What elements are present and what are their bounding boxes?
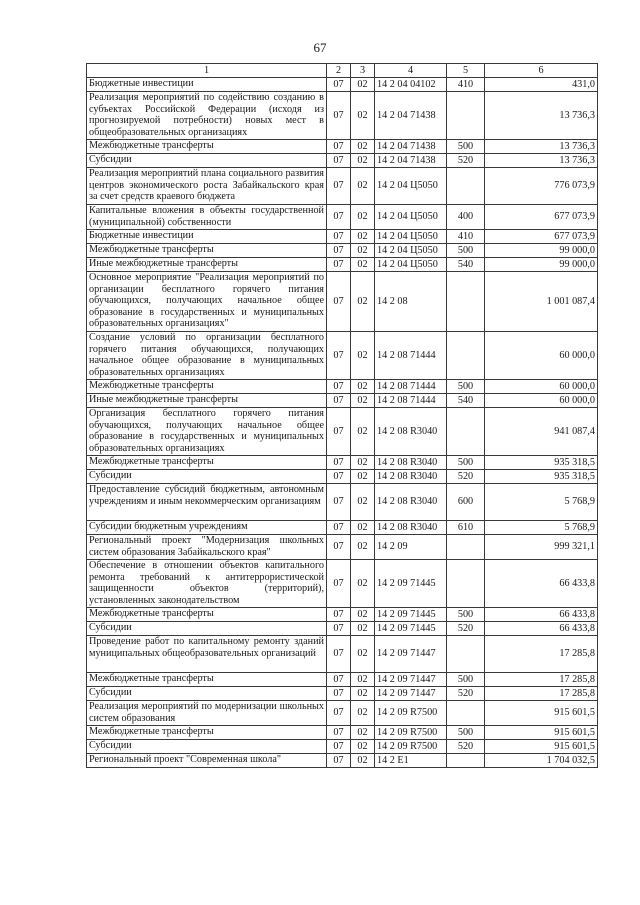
- row-name-cell: Межбюджетные трансферты: [87, 380, 327, 394]
- row-name-cell: Иные межбюджетные трансферты: [87, 258, 327, 272]
- row-amount-cell: 941 087,4: [485, 408, 598, 456]
- row-target-article-cell: 14 2 08 R3040: [375, 484, 447, 521]
- table-row: [87, 168, 598, 205]
- row-subsection-cell: 02: [351, 78, 375, 92]
- row-subsection-cell: 02: [351, 754, 375, 768]
- table-row: [87, 78, 598, 92]
- row-target-article-cell: 14 2 04 71438: [375, 92, 447, 140]
- row-amount-cell: 99 000,0: [485, 258, 598, 272]
- row-expense-type-cell: 540: [447, 394, 485, 408]
- table-row: [87, 332, 598, 380]
- budget-table: [86, 63, 598, 768]
- row-subsection-cell: 02: [351, 560, 375, 608]
- row-target-article-cell: 14 2 08 R3040: [375, 470, 447, 484]
- row-amount-cell: 915 601,5: [485, 701, 598, 726]
- row-subsection-cell: 02: [351, 408, 375, 456]
- row-subsection-cell: 02: [351, 484, 375, 521]
- row-amount-cell: 677 073,9: [485, 230, 598, 244]
- table-row: [87, 394, 598, 408]
- row-expense-type-cell: [447, 535, 485, 560]
- row-expense-type-cell: 500: [447, 673, 485, 687]
- column-header-expense-type: 5: [447, 64, 485, 78]
- column-header-amount: 6: [485, 64, 598, 78]
- row-subsection-cell: 02: [351, 470, 375, 484]
- row-target-article-cell: 14 2 04 04102: [375, 78, 447, 92]
- row-expense-type-cell: 520: [447, 470, 485, 484]
- row-expense-type-cell: 520: [447, 740, 485, 754]
- table-row: [87, 272, 598, 332]
- row-name-cell: Межбюджетные трансферты: [87, 726, 327, 740]
- row-target-article-cell: 14 2 09 71445: [375, 560, 447, 608]
- row-section-cell: 07: [327, 687, 351, 701]
- table-row: [87, 726, 598, 740]
- row-amount-cell: 1 704 032,5: [485, 754, 598, 768]
- row-subsection-cell: 02: [351, 622, 375, 636]
- row-expense-type-cell: [447, 332, 485, 380]
- row-name-cell: Реализация мероприятий по содействию созданию в субъектах Российской Федерации (исходя из прогнозируемой потребности) новых мест в общеобразовательных организациях: [87, 92, 327, 140]
- row-section-cell: 07: [327, 154, 351, 168]
- table-row: [87, 92, 598, 140]
- table-row: [87, 380, 598, 394]
- row-section-cell: 07: [327, 205, 351, 230]
- row-target-article-cell: 14 2 08 71444: [375, 394, 447, 408]
- row-section-cell: 07: [327, 394, 351, 408]
- row-section-cell: 07: [327, 608, 351, 622]
- row-name-cell: Субсидии: [87, 154, 327, 168]
- row-target-article-cell: 14 2 09 R7500: [375, 740, 447, 754]
- row-target-article-cell: 14 2 04 Ц5050: [375, 205, 447, 230]
- row-expense-type-cell: 500: [447, 456, 485, 470]
- table-row: [87, 456, 598, 470]
- row-name-cell: Предоставление субсидий бюджетным, автономным учреждениям и иным некоммерческим организациям: [87, 484, 327, 521]
- table-row: [87, 535, 598, 560]
- row-target-article-cell: 14 2 08: [375, 272, 447, 332]
- row-subsection-cell: 02: [351, 332, 375, 380]
- row-expense-type-cell: 520: [447, 154, 485, 168]
- row-subsection-cell: 02: [351, 258, 375, 272]
- row-target-article-cell: 14 2 09 71447: [375, 673, 447, 687]
- row-expense-type-cell: 520: [447, 622, 485, 636]
- table-row: [87, 754, 598, 768]
- row-expense-type-cell: 410: [447, 78, 485, 92]
- row-subsection-cell: 02: [351, 726, 375, 740]
- row-section-cell: 07: [327, 258, 351, 272]
- table-row: [87, 244, 598, 258]
- column-header-subsection: 3: [351, 64, 375, 78]
- row-amount-cell: 66 433,8: [485, 560, 598, 608]
- row-name-cell: Межбюджетные трансферты: [87, 673, 327, 687]
- table-body: [87, 78, 598, 768]
- row-amount-cell: 17 285,8: [485, 673, 598, 687]
- row-expense-type-cell: [447, 636, 485, 673]
- row-target-article-cell: 14 2 09 71445: [375, 622, 447, 636]
- row-target-article-cell: 14 2 08 71444: [375, 332, 447, 380]
- row-section-cell: 07: [327, 272, 351, 332]
- row-amount-cell: 915 601,5: [485, 740, 598, 754]
- table-row: [87, 154, 598, 168]
- row-expense-type-cell: 600: [447, 484, 485, 521]
- row-expense-type-cell: [447, 272, 485, 332]
- row-subsection-cell: 02: [351, 154, 375, 168]
- row-name-cell: Обеспечение в отношении объектов капитального ремонта требований к антитеррористической защищенности объектов (территорий), установленных законодательством: [87, 560, 327, 608]
- row-name-cell: Межбюджетные трансферты: [87, 608, 327, 622]
- column-header-name: 1: [87, 64, 327, 78]
- row-subsection-cell: 02: [351, 140, 375, 154]
- row-name-cell: Межбюджетные трансферты: [87, 140, 327, 154]
- table-header-row: [87, 64, 598, 78]
- row-name-cell: Субсидии: [87, 687, 327, 701]
- row-subsection-cell: 02: [351, 92, 375, 140]
- row-subsection-cell: 02: [351, 230, 375, 244]
- row-subsection-cell: 02: [351, 205, 375, 230]
- row-amount-cell: 915 601,5: [485, 726, 598, 740]
- row-target-article-cell: 14 2 Е1: [375, 754, 447, 768]
- row-target-article-cell: 14 2 04 Ц5050: [375, 168, 447, 205]
- row-amount-cell: 776 073,9: [485, 168, 598, 205]
- table-row: [87, 608, 598, 622]
- table-row: [87, 636, 598, 673]
- row-subsection-cell: 02: [351, 272, 375, 332]
- row-subsection-cell: 02: [351, 687, 375, 701]
- row-name-cell: Иные межбюджетные трансферты: [87, 394, 327, 408]
- table-row: [87, 521, 598, 535]
- row-section-cell: 07: [327, 456, 351, 470]
- row-name-cell: Субсидии: [87, 740, 327, 754]
- row-name-cell: Проведение работ по капитальному ремонту зданий муниципальных общеобразовательных организаций: [87, 636, 327, 673]
- row-target-article-cell: 14 2 08 R3040: [375, 521, 447, 535]
- row-amount-cell: 60 000,0: [485, 332, 598, 380]
- row-expense-type-cell: [447, 408, 485, 456]
- column-header-target-article: 4: [375, 64, 447, 78]
- row-target-article-cell: 14 2 08 71444: [375, 380, 447, 394]
- row-amount-cell: 66 433,8: [485, 608, 598, 622]
- page-number: 67: [313, 40, 327, 55]
- row-name-cell: Субсидии: [87, 622, 327, 636]
- row-amount-cell: 66 433,8: [485, 622, 598, 636]
- row-amount-cell: 935 318,5: [485, 470, 598, 484]
- row-name-cell: Реализация мероприятий плана социального развития центров экономического роста Забайкальского края за счет средств краевого бюджета: [87, 168, 327, 205]
- row-section-cell: 07: [327, 470, 351, 484]
- row-name-cell: Субсидии бюджетным учреждениям: [87, 521, 327, 535]
- row-expense-type-cell: 500: [447, 608, 485, 622]
- column-header-section: 2: [327, 64, 351, 78]
- row-section-cell: 07: [327, 408, 351, 456]
- row-name-cell: Межбюджетные трансферты: [87, 244, 327, 258]
- row-name-cell: Капитальные вложения в объекты государственной (муниципальной) собственности: [87, 205, 327, 230]
- row-target-article-cell: 14 2 04 71438: [375, 140, 447, 154]
- row-subsection-cell: 02: [351, 673, 375, 687]
- row-section-cell: 07: [327, 726, 351, 740]
- row-amount-cell: 99 000,0: [485, 244, 598, 258]
- table-row: [87, 470, 598, 484]
- row-expense-type-cell: [447, 92, 485, 140]
- row-target-article-cell: 14 2 09: [375, 535, 447, 560]
- table-row: [87, 140, 598, 154]
- table-row: [87, 740, 598, 754]
- table-row: [87, 408, 598, 456]
- row-expense-type-cell: 410: [447, 230, 485, 244]
- row-expense-type-cell: 500: [447, 140, 485, 154]
- row-expense-type-cell: 540: [447, 258, 485, 272]
- row-expense-type-cell: [447, 701, 485, 726]
- row-subsection-cell: 02: [351, 168, 375, 205]
- table-row: [87, 484, 598, 521]
- row-subsection-cell: 02: [351, 535, 375, 560]
- row-expense-type-cell: [447, 168, 485, 205]
- row-amount-cell: 17 285,8: [485, 636, 598, 673]
- table-row: [87, 673, 598, 687]
- row-section-cell: 07: [327, 622, 351, 636]
- row-section-cell: 07: [327, 78, 351, 92]
- row-section-cell: 07: [327, 535, 351, 560]
- table-row: [87, 258, 598, 272]
- row-section-cell: 07: [327, 168, 351, 205]
- row-target-article-cell: 14 2 04 71438: [375, 154, 447, 168]
- row-subsection-cell: 02: [351, 636, 375, 673]
- row-name-cell: Бюджетные инвестиции: [87, 78, 327, 92]
- row-name-cell: Создание условий по организации бесплатного горячего питания обучающихся, получающих начальное общее образование в муниципальных образовательных организациях: [87, 332, 327, 380]
- table-row: [87, 230, 598, 244]
- row-name-cell: Субсидии: [87, 470, 327, 484]
- row-subsection-cell: 02: [351, 701, 375, 726]
- row-target-article-cell: 14 2 09 R7500: [375, 726, 447, 740]
- row-expense-type-cell: [447, 560, 485, 608]
- row-name-cell: Бюджетные инвестиции: [87, 230, 327, 244]
- row-expense-type-cell: 520: [447, 687, 485, 701]
- row-amount-cell: 13 736,3: [485, 92, 598, 140]
- row-section-cell: 07: [327, 484, 351, 521]
- row-expense-type-cell: 400: [447, 205, 485, 230]
- row-amount-cell: 5 768,9: [485, 484, 598, 521]
- table-row: [87, 205, 598, 230]
- row-subsection-cell: 02: [351, 394, 375, 408]
- row-section-cell: 07: [327, 673, 351, 687]
- row-expense-type-cell: 500: [447, 726, 485, 740]
- row-section-cell: 07: [327, 244, 351, 258]
- table-row: [87, 687, 598, 701]
- row-expense-type-cell: 500: [447, 244, 485, 258]
- row-name-cell: Организация бесплатного горячего питания обучающихся, получающих начальное общее образование в государственных и муниципальных образовательных организациях: [87, 408, 327, 456]
- row-amount-cell: 999 321,1: [485, 535, 598, 560]
- row-section-cell: 07: [327, 230, 351, 244]
- row-amount-cell: 13 736,3: [485, 154, 598, 168]
- row-section-cell: 07: [327, 92, 351, 140]
- row-subsection-cell: 02: [351, 244, 375, 258]
- table-row: [87, 560, 598, 608]
- row-subsection-cell: 02: [351, 740, 375, 754]
- row-target-article-cell: 14 2 09 71445: [375, 608, 447, 622]
- table-row: [87, 701, 598, 726]
- row-subsection-cell: 02: [351, 521, 375, 535]
- row-name-cell: Региональный проект "Модернизация школьных систем образования Забайкальского края": [87, 535, 327, 560]
- row-expense-type-cell: [447, 754, 485, 768]
- row-section-cell: 07: [327, 380, 351, 394]
- row-amount-cell: 13 736,3: [485, 140, 598, 154]
- row-subsection-cell: 02: [351, 456, 375, 470]
- row-name-cell: Региональный проект "Современная школа": [87, 754, 327, 768]
- row-target-article-cell: 14 2 09 R7500: [375, 701, 447, 726]
- row-amount-cell: 1 001 087,4: [485, 272, 598, 332]
- row-section-cell: 07: [327, 521, 351, 535]
- row-section-cell: 07: [327, 740, 351, 754]
- row-name-cell: Основное мероприятие "Реализация мероприятий по организации бесплатного горячего питания обучающихся, получающих начальное общее образование в государственных и муниципальных образовательных организациях": [87, 272, 327, 332]
- row-expense-type-cell: 500: [447, 380, 485, 394]
- row-section-cell: 07: [327, 701, 351, 726]
- row-amount-cell: 935 318,5: [485, 456, 598, 470]
- row-target-article-cell: 14 2 09 71447: [375, 687, 447, 701]
- row-amount-cell: 431,0: [485, 78, 598, 92]
- row-section-cell: 07: [327, 636, 351, 673]
- row-section-cell: 07: [327, 754, 351, 768]
- table-row: [87, 622, 598, 636]
- row-amount-cell: 677 073,9: [485, 205, 598, 230]
- row-subsection-cell: 02: [351, 380, 375, 394]
- row-target-article-cell: 14 2 04 Ц5050: [375, 258, 447, 272]
- row-amount-cell: 5 768,9: [485, 521, 598, 535]
- row-amount-cell: 60 000,0: [485, 380, 598, 394]
- row-target-article-cell: 14 2 04 Ц5050: [375, 244, 447, 258]
- row-amount-cell: 17 285,8: [485, 687, 598, 701]
- row-amount-cell: 60 000,0: [485, 394, 598, 408]
- row-name-cell: Реализация мероприятий по модернизации школьных систем образования: [87, 701, 327, 726]
- row-section-cell: 07: [327, 332, 351, 380]
- row-expense-type-cell: 610: [447, 521, 485, 535]
- row-section-cell: 07: [327, 560, 351, 608]
- row-target-article-cell: 14 2 09 71447: [375, 636, 447, 673]
- row-target-article-cell: 14 2 08 R3040: [375, 456, 447, 470]
- row-name-cell: Межбюджетные трансферты: [87, 456, 327, 470]
- row-section-cell: 07: [327, 140, 351, 154]
- row-subsection-cell: 02: [351, 608, 375, 622]
- row-target-article-cell: 14 2 08 R3040: [375, 408, 447, 456]
- row-target-article-cell: 14 2 04 Ц5050: [375, 230, 447, 244]
